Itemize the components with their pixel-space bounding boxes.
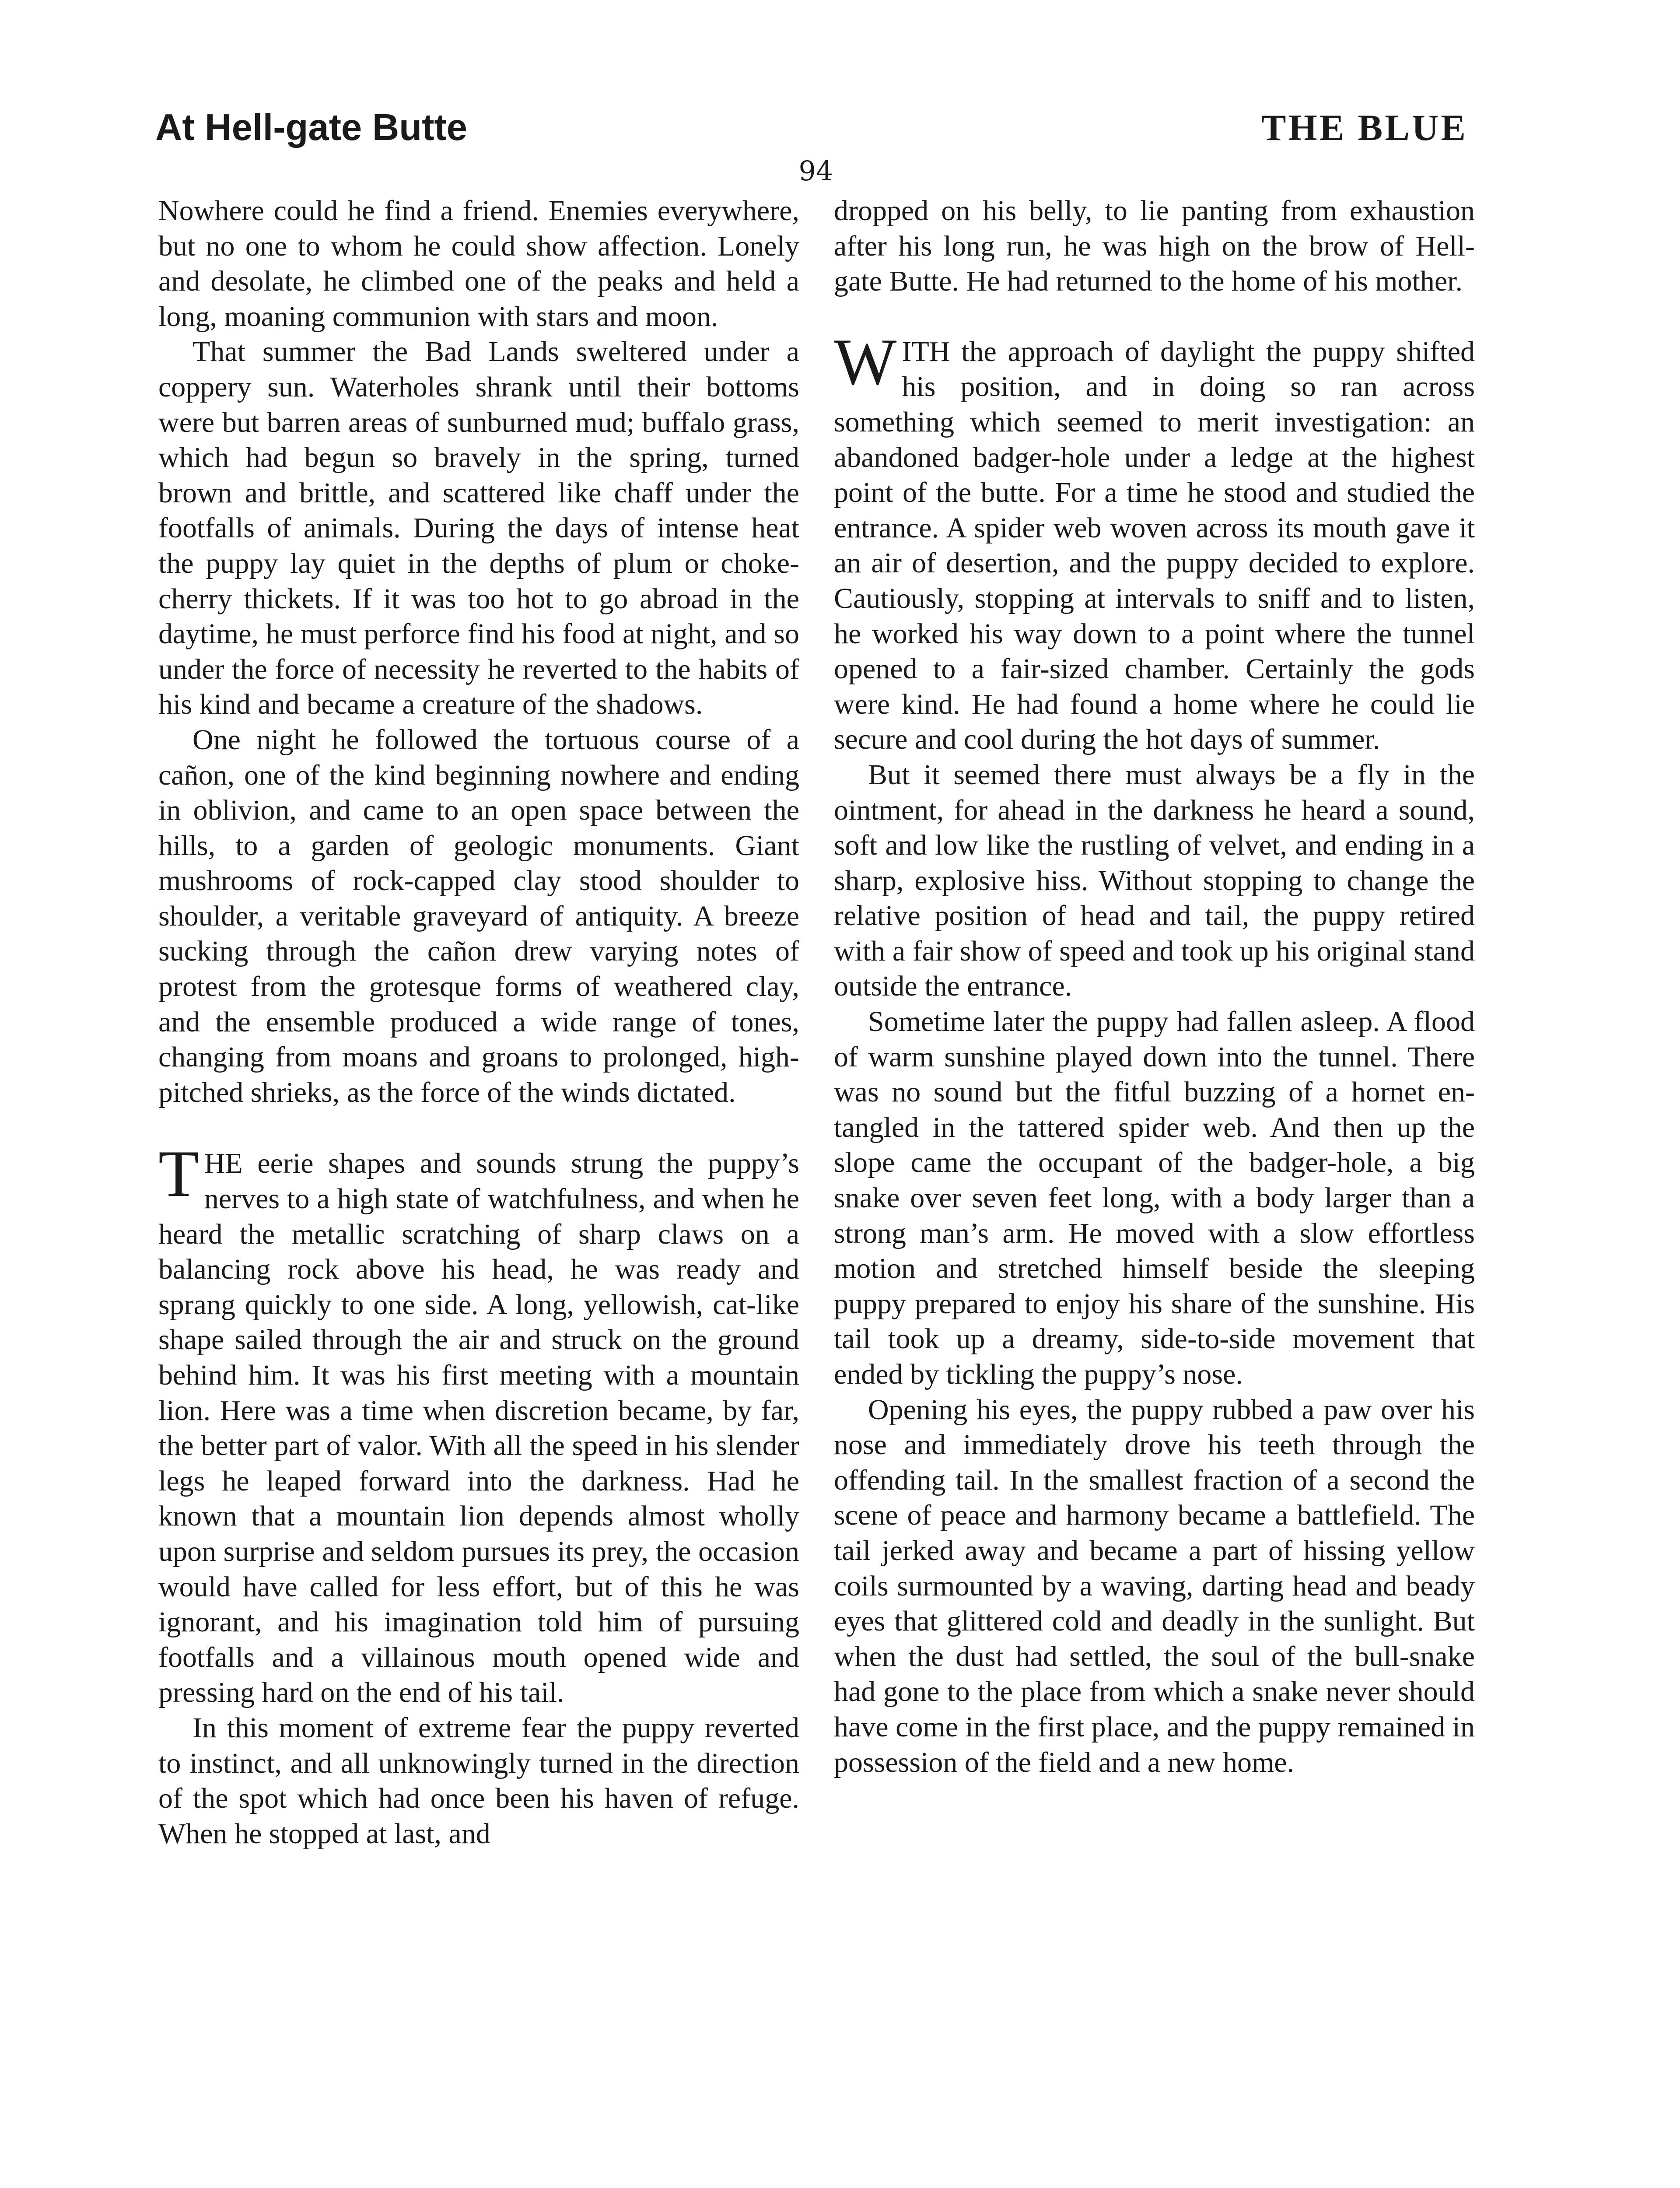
section-text: the approach of daylight the puppy shifted his position, and in doing so ran across something which seemed to merit investigation: an abandoned badger-hole under a ledge at the highest point of the butte. For a time he stood and studied the entrance. A spider web woven across its mouth gave it an air of desertion, and the puppy decided to explore. Cautiously, stopping at intervals to sniff and to listen, he worked his way down to a point where the tunnel opened to a fair-sized chamber. Certainly the gods were kind. He had found a home where he could lie secure and cool during the hot days of summer.	[834, 335, 1475, 756]
section-lead-in: HE	[204, 1147, 243, 1180]
paragraph: That summer the Bad Lands sweltered under a coppery sun. Waterholes shrank until their bottoms were but barren areas of sunburned mud; buffalo grass, which had begun so bravely in the spring, turned brown and brittle, and scattered like chaff under the footfalls of animals. During the days of intense heat the puppy lay quiet in the depths of plum or choke-cherry thickets. If it was too hot to go abroad in the daytime, he must perforce find his food at night, and so under the force of necessity he reverted to the habits of his kind and became a creature of the shadows.	[158, 336, 799, 721]
article-title: At Hell-gate Butte	[155, 107, 468, 148]
drop-cap: T	[158, 1137, 199, 1211]
paragraph: One night he followed the tortuous course of a cañon, one of the kind beginning nowhere and ending in oblivion, and came to an open space between the hills, to a garden of geologic monuments. Giant mushrooms of rock-capped clay stood shoulder to shoulder, a veritable graveyard of antiquity. A breeze sucking through the cañon drew varying notes of protest from the grotesque forms of weathered clay, and the ensemble produced a wide range of tones, changing from moans and groans to prolonged, high-pitched shrieks, as the force of the winds dictated.	[158, 723, 799, 1108]
section-text: eerie shapes and sounds strung the puppy’s nerves to a high state of watchfulness, and when he heard the metallic scratching of sharp claws on a balancing rock above his head, he was ready and sprang quickly to one side. A long, yellowish, cat-like shape sailed through the air and struck on the ground behind him. It was his first meeting with a mountain lion. Here was a time when discretion became, by far, the better part of valor. With all the speed in his slender legs he leaped forward into the darkness. Had he known that a mountain lion depends almost wholly upon surprise and seldom pursues its prey, the occasion would have called for less effort, but of this he was ignorant, and his imagination told him of pursuing footfalls and a villainous mouth opened wide and pressing hard on the end of his tail.	[158, 1147, 799, 1709]
paragraph: Nowhere could he find a friend. Enemies everywhere, but no one to whom he could show affection. Lonely and desolate, he climbed one of the peaks and held a long, moaning communion with stars and moon.	[158, 195, 799, 333]
paragraph: Opening his eyes, the puppy rubbed a paw over his nose and immediately drove his teeth through the offending tail. In the smallest fraction of a second the scene of peace and harmony became a battlefield. The tail jerked away and became a part of hissing yellow coils surmounted by a waving, darting head and beady eyes that glittered cold and deadly in the sunlight. But when the dust had settled, the soul of the bull-snake had gone to the place from which a snake never should have come in the first place, and the puppy remained in possession of the field and a new home.	[834, 1393, 1475, 1778]
text-column-left	[158, 193, 799, 1851]
section-opening-paragraph	[158, 1137, 799, 1711]
section-lead-in: ITH	[902, 335, 950, 368]
section-opening-paragraph	[834, 325, 1475, 757]
magazine-title: THE BLUE	[1261, 107, 1468, 148]
continued-paragraph: dropped on his belly, to lie panting from exhaustion after his long run, he was high on the brow of Hell-gate Butte. He had returned to the home of his mother.	[834, 195, 1475, 298]
drop-cap: W	[834, 325, 897, 399]
paragraph: Sometime later the puppy had fallen asleep. A flood of warm sunshine played down into the tunnel. There was no sound but the fitful buzzing of a hornet entangled in the tattered spider web. And then up the slope came the occupant of the badger-hole, a big snake over seven feet long, with a body larger than a strong man’s arm. He moved with a slow effortless motion and stretched himself beside the sleeping puppy prepared to enjoy his share of the sunshine. His tail took up a dreamy, side-to-side movement that ended by tickling the puppy’s nose.	[834, 1006, 1475, 1390]
paragraph: In this moment of extreme fear the puppy reverted to instinct, and all unknowingly turned in the direction of the spot which had once been his haven of refuge. When he stopped at last, and	[158, 1711, 799, 1850]
paragraph: But it seemed there must always be a fly in the ointment, for ahead in the darkness he heard a sound, soft and low like the rustling of velvet, and ending in a sharp, explosive hiss. Without stopping to change the relative position of head and tail, the puppy retired with a fair show of speed and took up his original stand outside the entrance.	[834, 758, 1475, 1003]
text-column-right	[834, 193, 1475, 1780]
page-number: 94	[798, 155, 833, 187]
